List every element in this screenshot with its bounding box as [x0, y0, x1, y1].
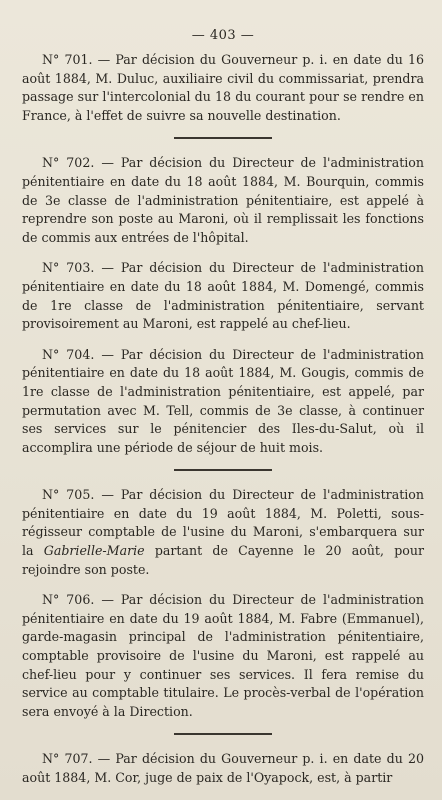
entry-text: — Par décision du Directeur de l'administration pénitentiaire en date du 18 août 1884, M. Domengé, commis de 1re classe de l'administration pénitentiaire, servant provisoirement au Maroni, est rappelé au chef-lieu. [22, 260, 424, 332]
entry-text: — Par décision du Gouverneur p. i. en date du 16 août 1884, M. Duluc, auxiliaire civil du commissariat, prendra passage sur l'intercolonial du 18 du courant pour se rendre en France, à l'effet de suivre sa nouvelle destination. [22, 52, 424, 123]
entry-text-continued: partant de Cayenne le 20 août, pour rejoindre son poste. [22, 543, 424, 577]
entry-number: N° 707. [42, 751, 93, 767]
decision-entry-704 [22, 346, 424, 458]
entry-text: — Par décision du Directeur de l'administration pénitentiaire en date du 19 août 1884, M. Fabre (Emmanuel), garde-magasin principal de l'administration pénitentiaire, comptable provisoire de l'usine du Maroni, est rappelé au chef-lieu pour y continuer ses services. Il fera remise du service au comptable titulaire. Le procès-verbal de l'opération sera envoyé à la Direction. [22, 592, 424, 719]
decision-entry-701 [22, 51, 424, 125]
entry-number: N° 705. [42, 487, 95, 503]
page-number: — 403 — [191, 28, 255, 43]
entry-text: — Par décision du Gouverneur p. i. en date du 20 août 1884, M. Cor, juge de paix de l'Oyapock, est, à partir [22, 751, 424, 785]
decision-entry-705 [22, 486, 424, 579]
entry-text: — Par décision du Directeur de l'administration pénitentiaire en date du 19 août 1884, M. Poletti, sous-régisseur comptable de l'usine du Maroni, s'embarquera sur la [22, 487, 424, 559]
entry-number: N° 704. [42, 346, 95, 362]
entry-text: — Par décision du Directeur de l'administration pénitentiaire en date du 18 août 1884, M. Gougis, commis de 1re classe de l'administration pénitentiaire, est appelé, par permutation avec M. Tell, commis de 3e classe, à continuer ses services sur le pénitencier des Iles-du-Salut, où il accomplira une période de séjour de huit mois. [22, 346, 424, 455]
section-divider [174, 469, 272, 471]
entry-number: N° 701. [42, 52, 93, 67]
decision-entry-702 [22, 154, 424, 247]
entry-text: — Par décision du Directeur de l'administration pénitentiaire en date du 18 août 1884, M. Bourquin, commis de 3e classe de l'administration pénitentiaire, est appelé à reprendre son poste au Maroni, où il remplissait les fonctions de commis aux entrées de l'hôpital. [22, 155, 424, 245]
section-divider [174, 137, 272, 139]
entry-number: N° 706. [42, 592, 95, 608]
entry-number: N° 703. [42, 260, 95, 276]
entry-number: N° 702. [42, 155, 95, 171]
section-divider [174, 733, 272, 735]
decision-entry-707 [22, 750, 424, 787]
decision-entry-703 [22, 259, 424, 333]
decision-entry-706 [22, 591, 424, 721]
ship-name: Gabrielle-Marie [43, 543, 145, 559]
